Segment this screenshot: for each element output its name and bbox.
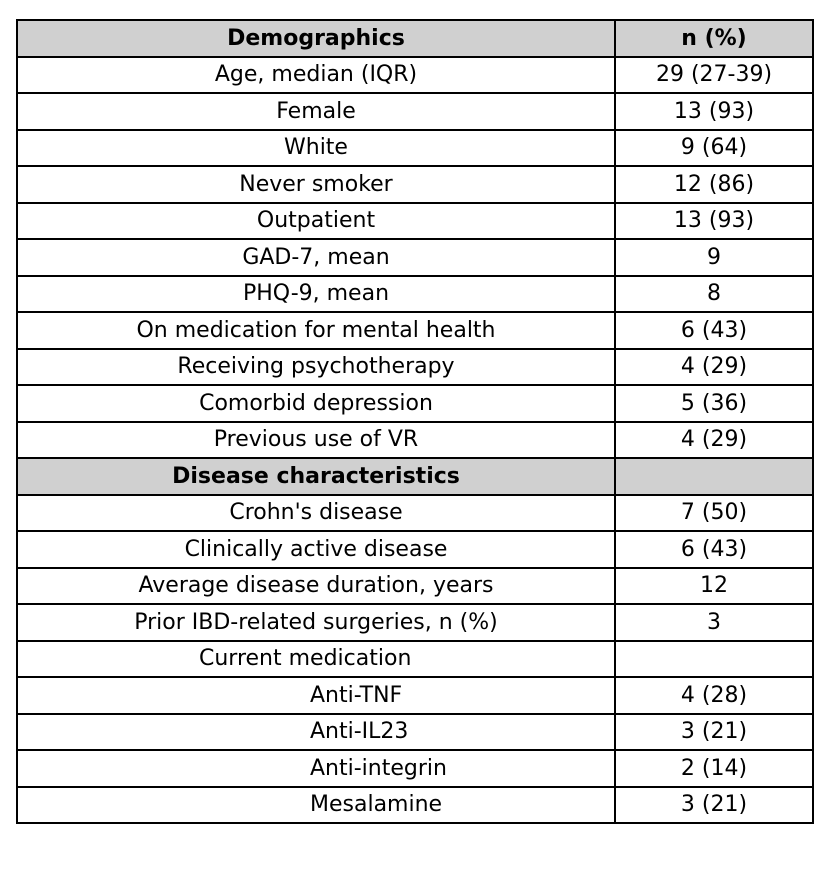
section-header-label: Disease characteristics <box>17 458 615 495</box>
row-value: 12 <box>615 568 813 605</box>
table-row <box>17 239 813 276</box>
row-label: Previous use of VR <box>17 422 615 459</box>
row-label: Female <box>17 93 615 130</box>
table-row <box>17 349 813 386</box>
row-label: Crohn's disease <box>17 495 615 532</box>
row-label: Age, median (IQR) <box>17 57 615 94</box>
table-row <box>17 312 813 349</box>
row-value: 13 (93) <box>615 93 813 130</box>
table-row <box>17 385 813 422</box>
row-label: Clinically active disease <box>17 531 615 568</box>
row-label: Anti-TNF <box>17 677 615 714</box>
row-value: 8 <box>615 276 813 313</box>
row-value: 9 (64) <box>615 130 813 167</box>
row-label: Anti-integrin <box>17 750 615 787</box>
row-value: 4 (29) <box>615 349 813 386</box>
table-row <box>17 276 813 313</box>
table-row <box>17 57 813 94</box>
row-label: Mesalamine <box>17 787 615 824</box>
table-row <box>17 787 813 824</box>
table-row <box>17 568 813 605</box>
row-label: White <box>17 130 615 167</box>
row-label: PHQ-9, mean <box>17 276 615 313</box>
table-row <box>17 203 813 240</box>
table-row <box>17 750 813 787</box>
row-label: Never smoker <box>17 166 615 203</box>
section-header-row <box>17 458 813 495</box>
row-value: 7 (50) <box>615 495 813 532</box>
row-value: 4 (28) <box>615 677 813 714</box>
row-value: 4 (29) <box>615 422 813 459</box>
header-label: Demographics <box>17 20 615 57</box>
row-value: 9 <box>615 239 813 276</box>
table-row <box>17 714 813 751</box>
row-label: Anti-IL23 <box>17 714 615 751</box>
table-row <box>17 422 813 459</box>
table-row <box>17 531 813 568</box>
table-row <box>17 677 813 714</box>
table-row <box>17 166 813 203</box>
row-label: On medication for mental health <box>17 312 615 349</box>
row-value: 6 (43) <box>615 312 813 349</box>
row-value: 13 (93) <box>615 203 813 240</box>
table-row <box>17 495 813 532</box>
row-value: 29 (27-39) <box>615 57 813 94</box>
row-value: 2 (14) <box>615 750 813 787</box>
subheader-label: Current medication <box>17 641 615 678</box>
table-header-row <box>17 20 813 57</box>
subheader-value <box>615 641 813 678</box>
row-value: 6 (43) <box>615 531 813 568</box>
row-value: 3 <box>615 604 813 641</box>
header-value: n (%) <box>615 20 813 57</box>
demographics-table <box>16 19 814 824</box>
table-row <box>17 130 813 167</box>
row-label: Receiving psychotherapy <box>17 349 615 386</box>
row-label: Outpatient <box>17 203 615 240</box>
row-value: 12 (86) <box>615 166 813 203</box>
row-value: 3 (21) <box>615 714 813 751</box>
row-label: Average disease duration, years <box>17 568 615 605</box>
section-header-value <box>615 458 813 495</box>
subheader-row <box>17 641 813 678</box>
row-label: Prior IBD-related surgeries, n (%) <box>17 604 615 641</box>
row-label: Comorbid depression <box>17 385 615 422</box>
row-value: 5 (36) <box>615 385 813 422</box>
table-row <box>17 604 813 641</box>
row-value: 3 (21) <box>615 787 813 824</box>
table-row <box>17 93 813 130</box>
row-label: GAD-7, mean <box>17 239 615 276</box>
